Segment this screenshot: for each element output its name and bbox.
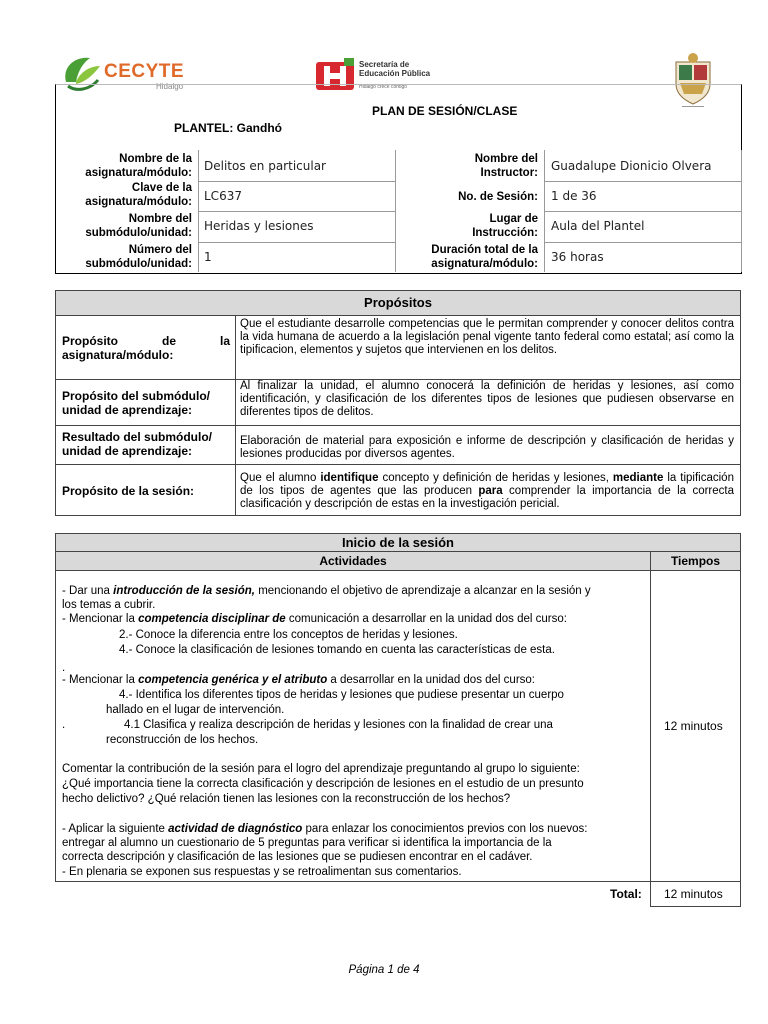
sesion-value: 1 de 36 — [551, 189, 597, 203]
activity-line: Comentar la contribución de la sesión para el logro del aprendizaje preguntando al grupo lo siguiente: — [62, 763, 580, 775]
resultado-submodulo-label: Resultado del submódulo/ unidad de aprendizaje: — [62, 430, 213, 458]
cecyte-wordmark: CECYTE — [104, 61, 185, 82]
activity-line: 4.1 Clasifica y realiza descripción de heridas y lesiones con la finalidad de crear una — [124, 719, 553, 731]
clave-label: Clave de la asignatura/módulo: — [85, 182, 192, 208]
total-label: Total: — [610, 887, 642, 901]
clave-value: LC637 — [204, 189, 242, 203]
asignatura-label: Nombre de la asignatura/módulo: — [85, 153, 192, 179]
total-value: 12 minutos — [664, 887, 723, 901]
activity-line: 4.- Identifica los diferentes tipos de heridas y lesiones que pudiese presentar un cuerpo — [119, 689, 564, 701]
actividades-column-header: Actividades — [55, 551, 651, 571]
activity-line: los temas a cubrir. — [62, 599, 156, 611]
proposito-sesion-text: Que el alumno identifique concepto y definición de heridas y lesiones, mediante la tipificación de los tipos de agentes que las producen para comprender la importancia de la correcta clasificación y descripción de estas en la investigación pericial. — [240, 472, 734, 510]
resultado-submodulo-text: Elaboración de material para exposición e informe de descripción y clasificación de heridas y lesiones producidas por diversos agentes. — [240, 435, 734, 460]
page-number: Página 1 de 4 — [348, 964, 420, 976]
proposito-submodulo-text: Al finalizar la unidad, el alumno conocerá la definición de heridas y lesiones, así como identificación, y clasificación de los diferentes tipos de lesiones que pudiesen observarse en diferentes tipos de delitos. — [240, 380, 734, 418]
activity-line: - Mencionar la competencia disciplinar de comunicación a desarrollar en la unidad dos del curso: — [62, 613, 567, 625]
tiempo-value: 12 minutos — [664, 719, 723, 733]
duracion-value: 36 horas — [551, 250, 604, 264]
propositos-heading: Propósitos — [55, 290, 741, 316]
numero-value: 1 — [204, 250, 212, 264]
document-title: PLAN DE SESIÓN/CLASE — [372, 104, 518, 118]
activity-line: . — [62, 719, 66, 731]
instructor-label: Nombre del Instructor: — [474, 153, 538, 179]
plantel-label: PLANTEL: Gandhó — [174, 121, 282, 135]
activity-line: ¿Qué importancia tiene la correcta clasificación y descripción de lesiones en el estudio de un presunto — [62, 778, 584, 790]
cecyte-subtitle: Hidalgo — [156, 82, 184, 91]
submodulo-value: Heridas y lesiones — [204, 219, 314, 233]
activity-line: hecho delictivo? ¿Qué relación tienen las lesiones con la reconstrucción de los hechos? — [62, 793, 511, 805]
lugar-value: Aula del Plantel — [551, 219, 645, 233]
lugar-label: Lugar de Instrucción: — [472, 213, 538, 239]
sep-slogan: Hidalgo crece contigo — [359, 84, 408, 90]
activity-line: . — [62, 662, 66, 674]
activity-line: - En plenaria se exponen sus respuestas y se retroalimentan sus comentarios. — [62, 866, 462, 878]
proposito-sesion-label: Propósito de la sesión: — [62, 484, 195, 498]
submodulo-label: Nombre del submódulo/unidad: — [85, 213, 192, 239]
asignatura-value: Delitos en particular — [204, 159, 326, 173]
activity-line: reconstrucción de los hechos. — [106, 734, 259, 746]
activity-line: hallado en el lugar de intervención. — [106, 704, 285, 716]
activity-line: entregar al alumno un cuestionario de 5 preguntas para verificar si identifica la importancia de la — [62, 837, 552, 849]
activity-line: 2.- Conoce la diferencia entre los conceptos de heridas y lesiones. — [119, 629, 458, 641]
inicio-heading: Inicio de la sesión — [55, 533, 741, 552]
proposito-asignatura-text: Que el estudiante desarrolle competencias que le permitan comprender y conocer delitos contra la vida humana de acuerdo a la legislación penal vigente tanto federal como estatal; así como la tipificacion, elementos y sujetos que intervienen en los delitos. — [240, 318, 734, 356]
tiempos-column-header: Tiempos — [650, 551, 741, 571]
proposito-asignatura-label: Propósito de la asignatura/módulo: — [62, 334, 230, 362]
sep-wordmark: Secretaría de Educación Pública — [359, 60, 431, 78]
numero-submodulo-label: Número del submódulo/unidad: — [85, 244, 192, 270]
proposito-submodulo-label: Propósito del submódulo/ unidad de aprendizaje: — [62, 389, 210, 417]
activity-line: - Dar una introducción de la sesión, mencionando el objetivo de aprendizaje a alcanzar en la sesión y — [62, 585, 591, 597]
duracion-label: Duración total de la asignatura/módulo: — [431, 244, 538, 270]
sesion-label: No. de Sesión: — [458, 191, 538, 203]
activity-line: - Aplicar la siguiente actividad de diagnóstico para enlazar los conocimientos previos con los nuevos: — [62, 823, 588, 835]
activity-line: 4.- Conoce la clasificación de lesiones tomando en cuenta las características de esta. — [119, 644, 555, 656]
activity-line: correcta descripción y clasificación de las lesiones que se pudiesen encontrar en el cadáver. — [62, 851, 533, 863]
activity-line: - Mencionar la competencia genérica y el atributo a desarrollar en la unidad dos del curso: — [62, 674, 535, 686]
instructor-value: Guadalupe Dionicio Olvera — [551, 159, 712, 173]
